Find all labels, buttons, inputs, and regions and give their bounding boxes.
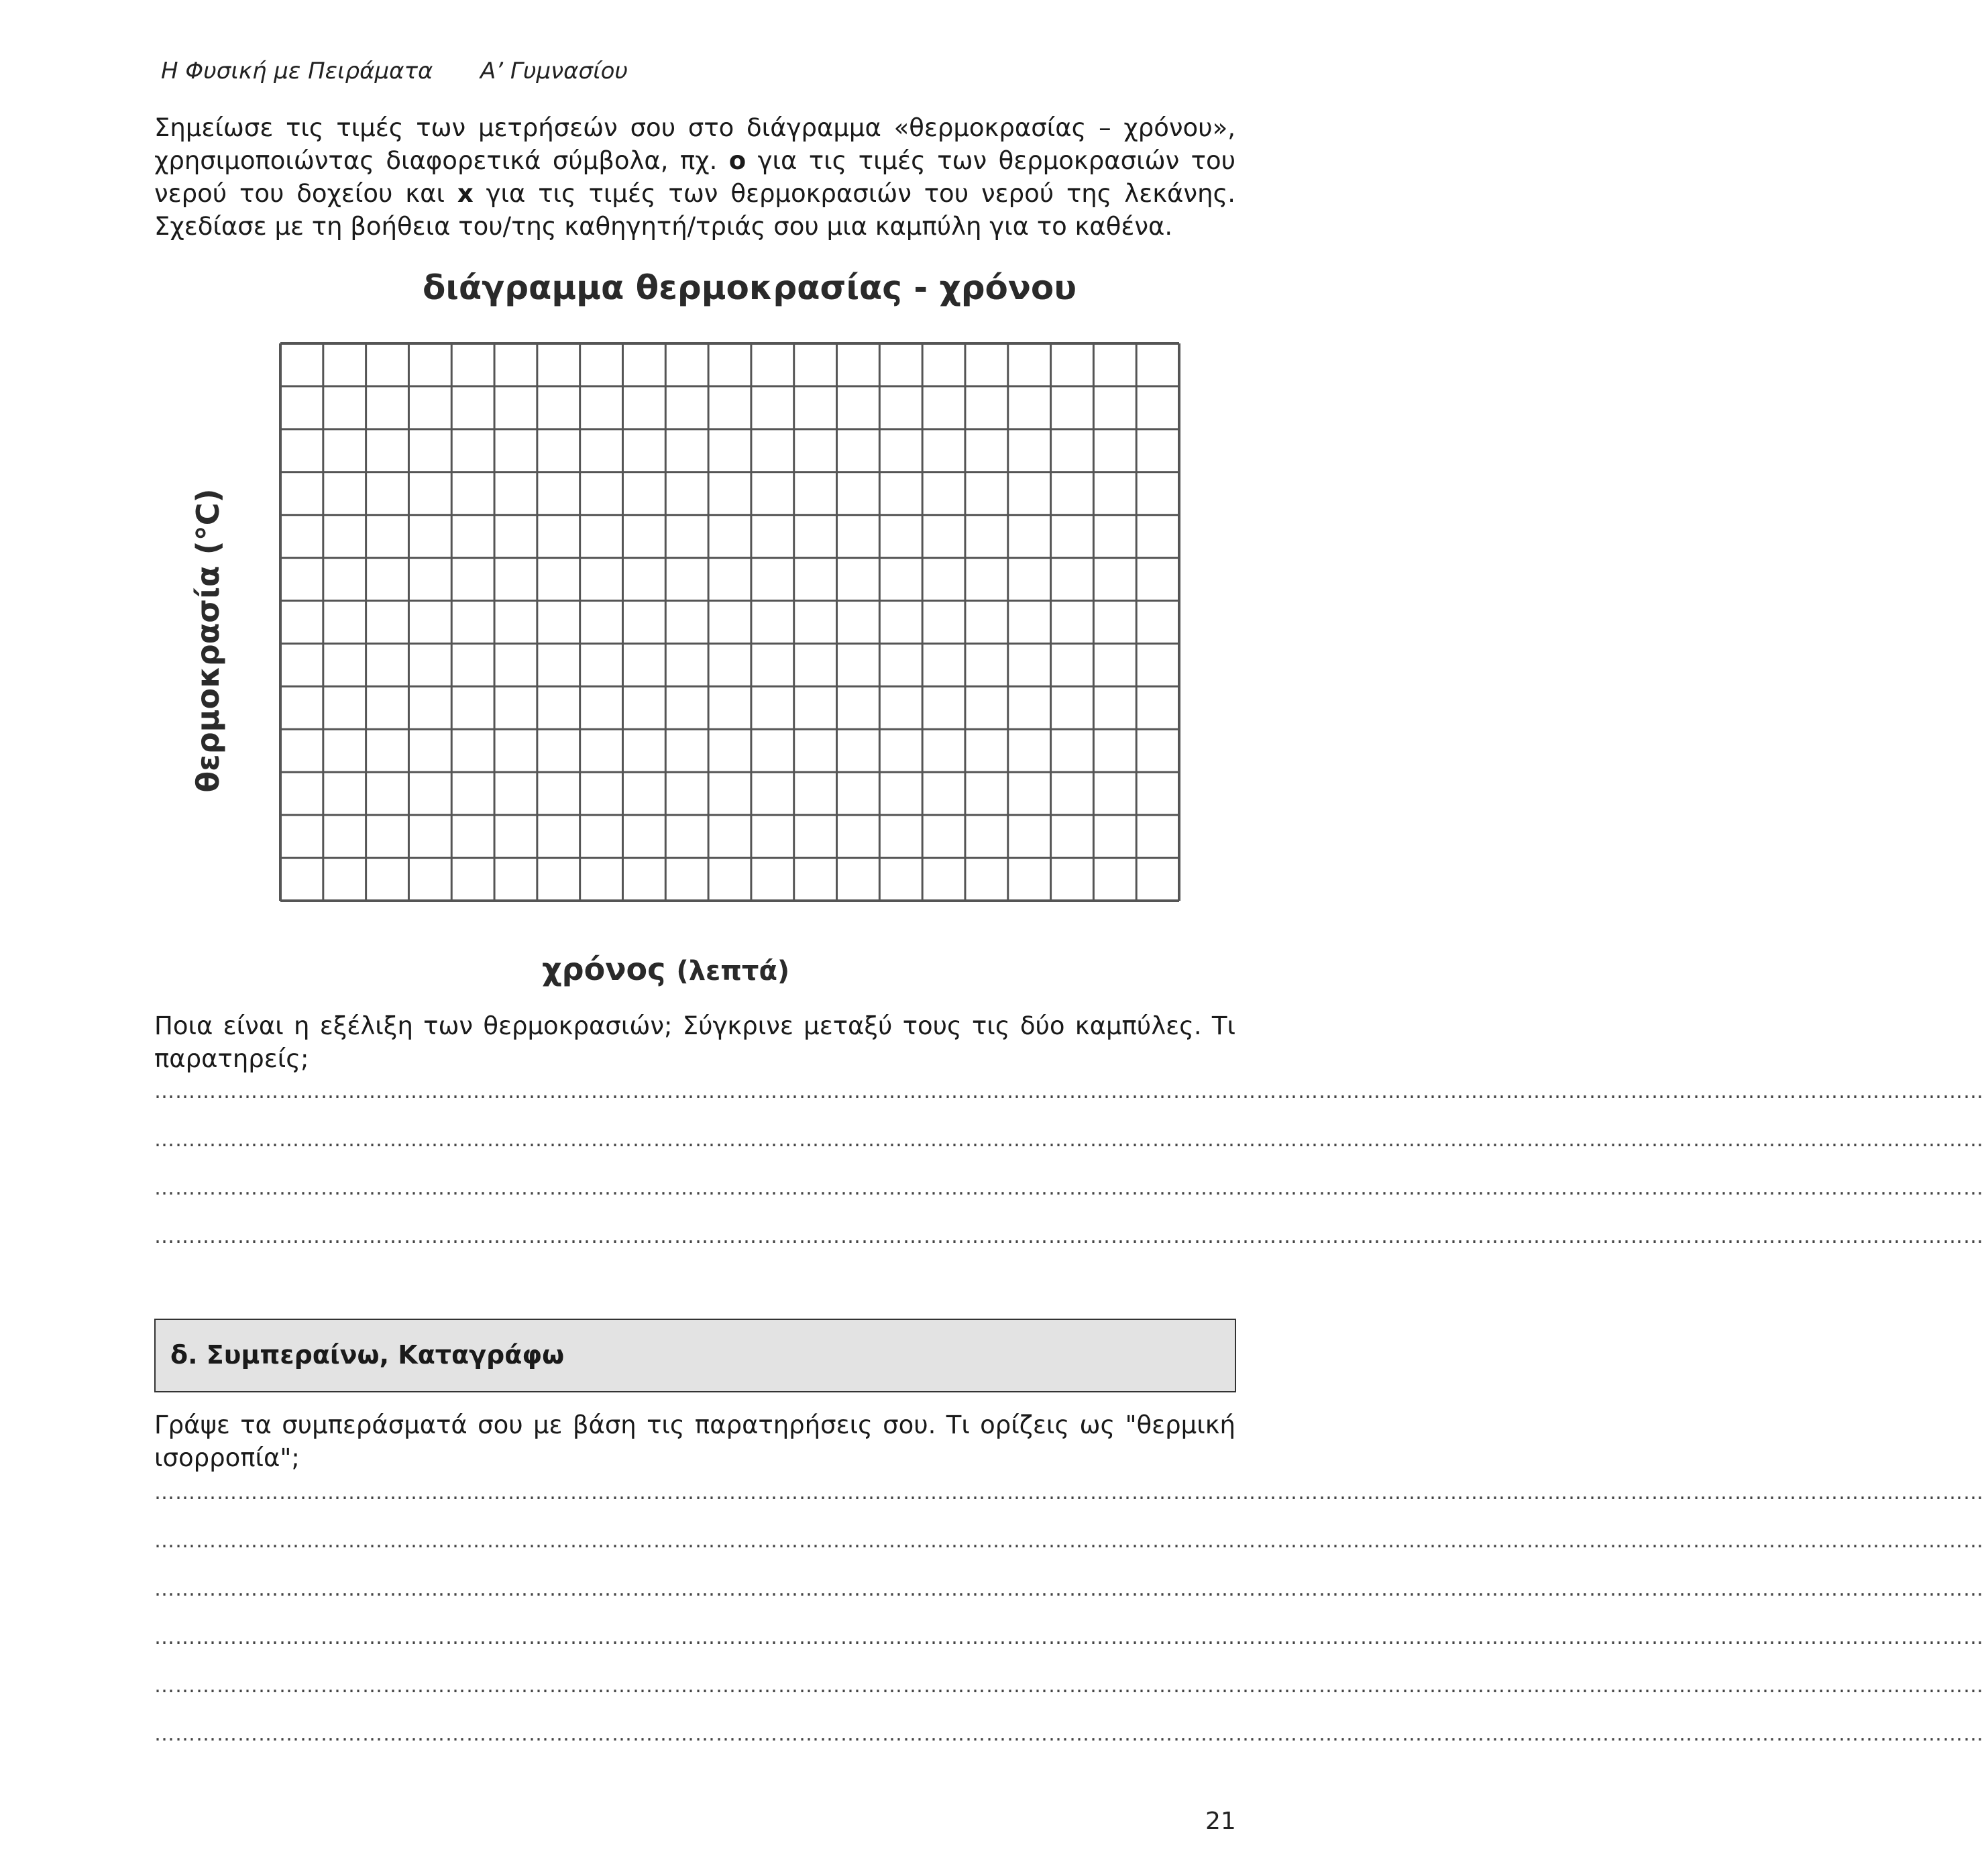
- question-2: Γράψε τα συμπεράσματά σου με βάση τις παρατηρήσεις σου. Τι ορίζεις ως "θερμική ισορροπία";: [154, 1411, 1235, 1472]
- answer-line-5[interactable]: …………………………………………………………………………………………………………………………………………………………………………………………………………………………………………: [154, 1481, 1984, 1504]
- answer-line-6[interactable]: …………………………………………………………………………………………………………………………………………………………………………………………………………………………………………: [154, 1529, 1984, 1553]
- answer-line-4[interactable]: …………………………………………………………………………………………………………………………………………………………………………………………………………………………………………: [154, 1225, 1984, 1248]
- x-axis-label-text: χρόνος: [542, 951, 666, 987]
- question-1: Ποια είναι η εξέλιξη των θερμοκρασιών; Σύγκρινε μεταξύ τους τις δύο καμπύλες. Τι παρατηρείς;: [154, 1011, 1235, 1073]
- intro-text-1: Σημείωσε τις τιμές των μετρήσεών σου στο διάγραμμα «θερμοκρασίας – χρόνου», χρησιμοποιώντας διαφορετικά σύμβολα, πχ.: [154, 113, 1235, 175]
- y-axis-label: θερμοκρασία (°C): [190, 488, 226, 793]
- page-number: 21: [1205, 1808, 1236, 1835]
- symbol-x: x: [457, 179, 474, 208]
- chart-title: διάγραμμα θερμοκρασίας - χρόνου: [423, 268, 1077, 307]
- intro-text-3: για τις τιμές των θερμοκρασιών του νερού της λεκάνης. Σχεδίασε με τη βοήθεια του/της καθηγητή/τριάς σου μια καμπύλη για το καθένα.: [154, 179, 1235, 241]
- symbol-o: o: [728, 146, 747, 175]
- section-d-box: [154, 1319, 1236, 1392]
- answer-line-10[interactable]: …………………………………………………………………………………………………………………………………………………………………………………………………………………………………………: [154, 1722, 1984, 1746]
- section-d-heading: δ. Συμπεραίνω, Καταγράφω: [170, 1340, 565, 1370]
- answer-line-7[interactable]: …………………………………………………………………………………………………………………………………………………………………………………………………………………………………………: [154, 1578, 1984, 1601]
- grade-label: Α’ Γυμνασίου: [480, 58, 628, 85]
- x-axis-unit: (λεπτά): [676, 956, 790, 987]
- answer-line-8[interactable]: …………………………………………………………………………………………………………………………………………………………………………………………………………………………………………: [154, 1626, 1984, 1649]
- answer-line-9[interactable]: …………………………………………………………………………………………………………………………………………………………………………………………………………………………………………: [154, 1674, 1984, 1698]
- book-title: Η Φυσική με Πειράματα: [161, 58, 433, 85]
- answer-line-3[interactable]: …………………………………………………………………………………………………………………………………………………………………………………………………………………………………………: [154, 1176, 1984, 1200]
- intro-text-2: για τις τιμές των θερμοκρασιών του νερού του δοχείου και: [154, 146, 1235, 208]
- x-axis-label: [542, 951, 789, 987]
- chart-grid: [280, 343, 1179, 901]
- answer-line-1[interactable]: …………………………………………………………………………………………………………………………………………………………………………………………………………………………………………: [154, 1080, 1984, 1103]
- answer-line-2[interactable]: …………………………………………………………………………………………………………………………………………………………………………………………………………………………………………: [154, 1128, 1984, 1152]
